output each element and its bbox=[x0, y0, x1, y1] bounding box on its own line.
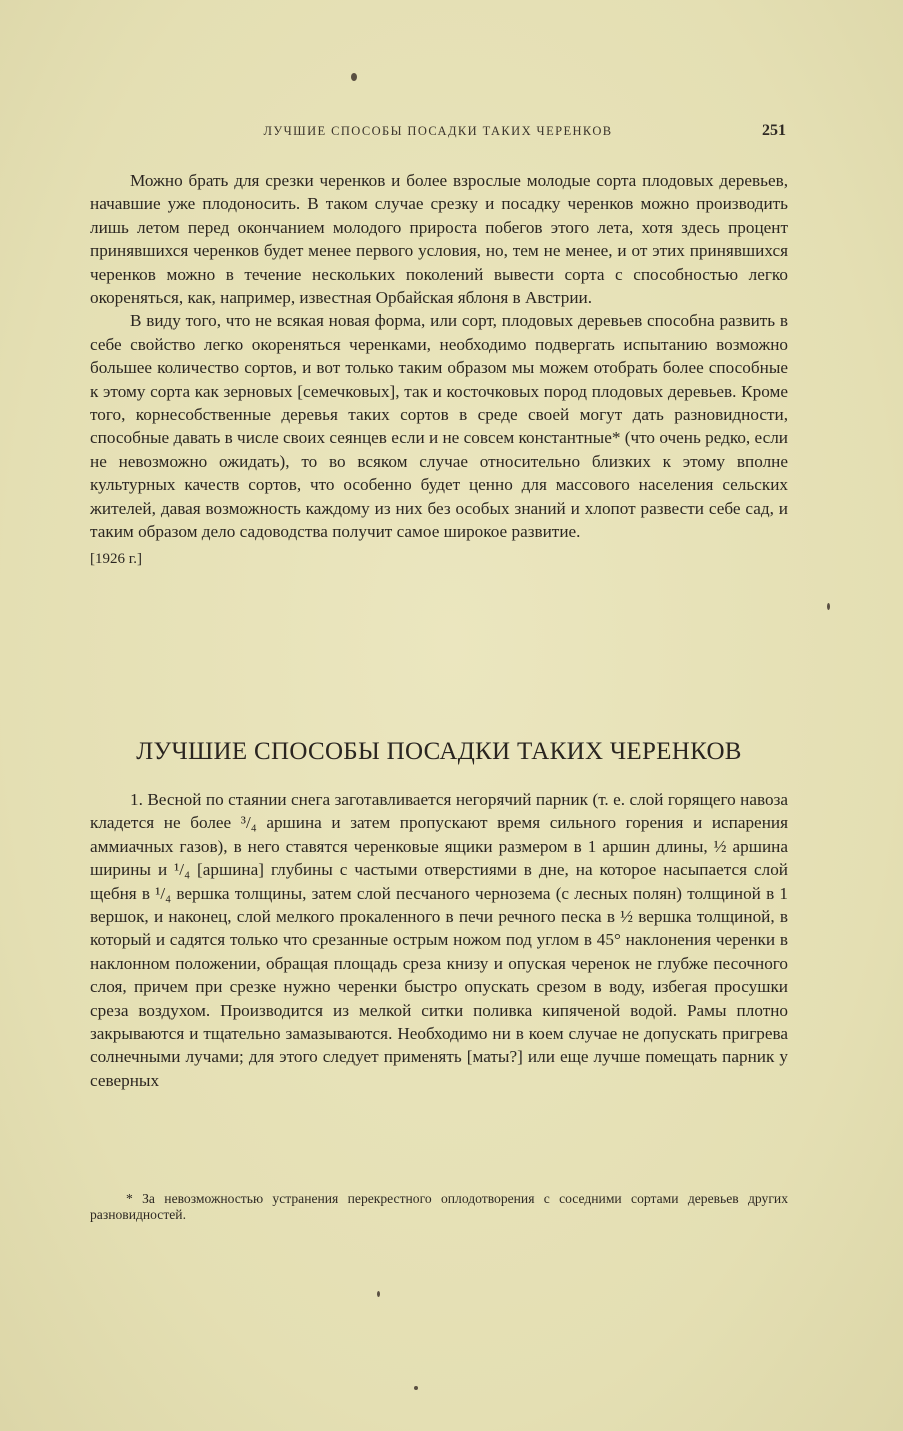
running-head bbox=[90, 124, 786, 146]
date-note: [1926 г.] bbox=[90, 550, 142, 567]
first-section-body bbox=[90, 169, 788, 571]
paragraph: В виду того, что не всякая новая форма, или сорт, плодовых деревьев способна развить в себе свойство легко окореняться черенками, необходимо подвергать испытанию возможно большее количество сортов, и вот только таким образом мы можем отобрать более способные к этому сорта как зерновых [семечковых], так и косточковых пород плодовых деревьев. Кроме того, корнесобственные деревья таких сортов в среде своей могут дать разновидности, способные давать в числе своих сеянцев если и не совсем константные* (что очень редко, если не невозможно ожидать), то во всяком случае относительно близких к этому вполне культурных качеств сортов, что особенно будет ценно для массового населения сельских жителей, давая возможность каждому из них без особых знаний и хлопот развести себе сад, и таким образом дело садоводства получит самое широкое развитие. bbox=[90, 311, 788, 542]
ink-speck bbox=[414, 1386, 418, 1390]
running-title: ЛУЧШИЕ СПОСОБЫ ПОСАДКИ ТАКИХ ЧЕРЕНКОВ bbox=[263, 124, 613, 138]
ink-speck bbox=[351, 73, 357, 81]
section-title: ЛУЧШИЕ СПОСОБЫ ПОСАДКИ ТАКИХ ЧЕРЕНКОВ bbox=[136, 738, 742, 765]
page-number: 251 bbox=[762, 122, 786, 139]
footnote: * За невозможностью устранения перекрестного оплодотворения с соседними сортами деревьев других разновидностей. bbox=[90, 1191, 788, 1222]
ink-speck bbox=[377, 1291, 380, 1297]
second-section-body bbox=[90, 788, 788, 1092]
ink-speck bbox=[827, 603, 830, 610]
paragraph: Можно брать для срезки черенков и более взрослые молодые сорта плодовых деревьев, начавшие уже плодоносить. В таком случае срезку и посадку черенков можно производить лишь летом перед окончанием молодого прироста побегов этого лета, хотя здесь процент принявшихся черенков будет менее первого условия, но, тем не менее, и от этих принявшихся черенков можно в течение нескольких поколений вывести сорта с способностью легко окореняться, как, например, известная Орбайская яблоня в Австрии. bbox=[90, 171, 788, 308]
paragraph: 1. Весной по стаянии снега заготавливается негорячий парник (т. е. слой горящего навоза кладется не более ³/₄ аршина и затем пропускают время сильного горения и испарения аммиачных газов), в него ставятся черенковые ящики размером в 1 аршин длины, ½ аршина ширины и ¹/₄ [аршина] глубины с частыми отверстиями в дне, на которое насыпается слой щебня в ¹/₄ вершка толщины, затем слой песчаного чернозема (с лесных полян) толщиной в 1 вершок, и наконец, слой мелкого прокаленного в печи речного песка в ½ вершка толщиной, в который и садятся только что срезанные острым ножом под углом в 45° наклонения черенки в наклонном положении, обращая площадь среза книзу и опуская черенок не глубже песочного слоя, причем при срезке нужно черенки быстро опускать срезом в воду, избегая просушки среза воздухом. Производится из мелкой ситки поливка кипяченой водой. Рамы плотно закрываются и тщательно замазываются. Необходимо ни в коем случае не допускать пригрева солнечными лучами; для этого следует применять [маты?] или еще лучше помещать парник у северных bbox=[90, 790, 788, 1090]
